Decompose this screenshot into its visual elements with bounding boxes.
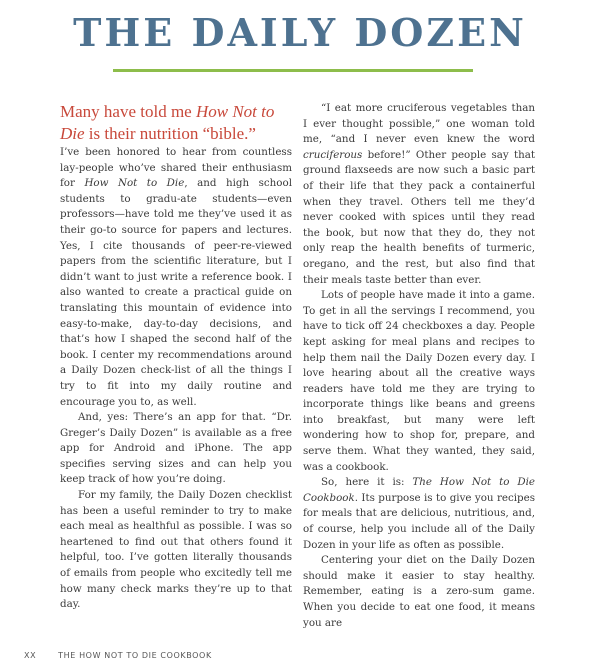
paragraph <box>60 145 292 410</box>
italic-text: cruciferous <box>303 148 363 161</box>
pull-quote <box>60 101 292 145</box>
pull-quote-book-title: How Not to Die <box>60 102 275 143</box>
right-body-text <box>303 101 535 631</box>
text-run: I’ve been honored to hear from countless lay-people who’ve shared their enthusiasm for <box>60 146 292 190</box>
text-run: And, yes: There’s an app for that. “Dr. Greger’s Daily Dozen” is available as a free app for Android and iPhone. The app specifies serving sizes and can help you keep track of how you’re doing. <box>60 411 292 486</box>
page-number: XX <box>24 651 37 660</box>
pull-quote-after: is their nutrition “bible.” <box>84 124 256 143</box>
title-divider <box>113 69 473 72</box>
page-footer <box>24 651 212 660</box>
text-run: So, here it is: <box>321 476 413 489</box>
right-column <box>303 101 535 631</box>
paragraph <box>303 475 535 553</box>
paragraph <box>303 101 535 288</box>
paragraph <box>60 488 292 613</box>
text-run: For my family, the Daily Dozen checklist has been a useful reminder to try to make each meal as healthful as possible. I was so heartened to find out that others found it helpful, too. I’ve gotten literally thousands of emails from people who excitedly tell me how many check marks they’re up to that day. <box>60 489 292 611</box>
text-run: , and high school students to gradu-ate students—even professors—have told me they’ve used it as their go-to source for papers and lectures. Yes, I cite thousands of peer-re-viewed papers from the scientific literature, but I didn’t want to just write a reference book. I also wanted to create a practical guide on translating this mountain of evidence into easy-to-make, day-to-day decisions, and that’s how I shaped the second half of the book. I center my recommendations around a Daily Dozen check-list of all the things I try to fit into my daily routine and encourage you to, as well. <box>60 177 292 408</box>
text-run: . Its purpose is to give you recipes for meals that are delicious, nutritious, and, of course, help you include all of the Daily Dozen in your life as often as possible. <box>303 491 535 551</box>
italic-text: The How Not to Die Cookbook <box>303 476 535 504</box>
pull-quote-before: Many have told me <box>60 102 196 121</box>
paragraph <box>303 288 535 475</box>
text-run: before!” Other people say that ground flaxseeds are now such a basic part of their life that they pack a containerful when they travel. Others tell me they’d never cooked with spices until they read the book, but now that they do, they not only reap the health benefits of turmeric, oregano, and the rest, but also find that their meals taste better than ever. <box>303 148 535 286</box>
text-run: Lots of people have made it into a game. To get in all the servings I recommend, you have to tick off 24 checkboxes a day. People kept asking for meal plans and recipes to help them nail the Daily Dozen every day. I love hearing about all the creative ways readers have told me they are trying to incorporate things like beans and greens into breakfast, but many were left wondering how to shop for, prepare, and serve them. What they wanted, they said, was a cookbook. <box>303 289 535 473</box>
paragraph <box>60 410 292 488</box>
text-run: “I eat more cruciferous vegetables than I ever thought possible,” one woman told me, “and I never even knew the word <box>303 102 535 146</box>
left-body-text <box>60 145 292 613</box>
page-title: THE DAILY DOZEN <box>73 10 527 55</box>
italic-text: How Not to Die <box>84 177 185 190</box>
paragraph <box>303 553 535 631</box>
running-title: THE HOW NOT TO DIE COOKBOOK <box>58 651 212 660</box>
left-column <box>60 101 292 613</box>
text-run: Centering your diet on the Daily Dozen should make it easier to stay healthy. Remember, eating is a zero-sum game. When you decide to eat one food, it means you are <box>303 554 535 629</box>
